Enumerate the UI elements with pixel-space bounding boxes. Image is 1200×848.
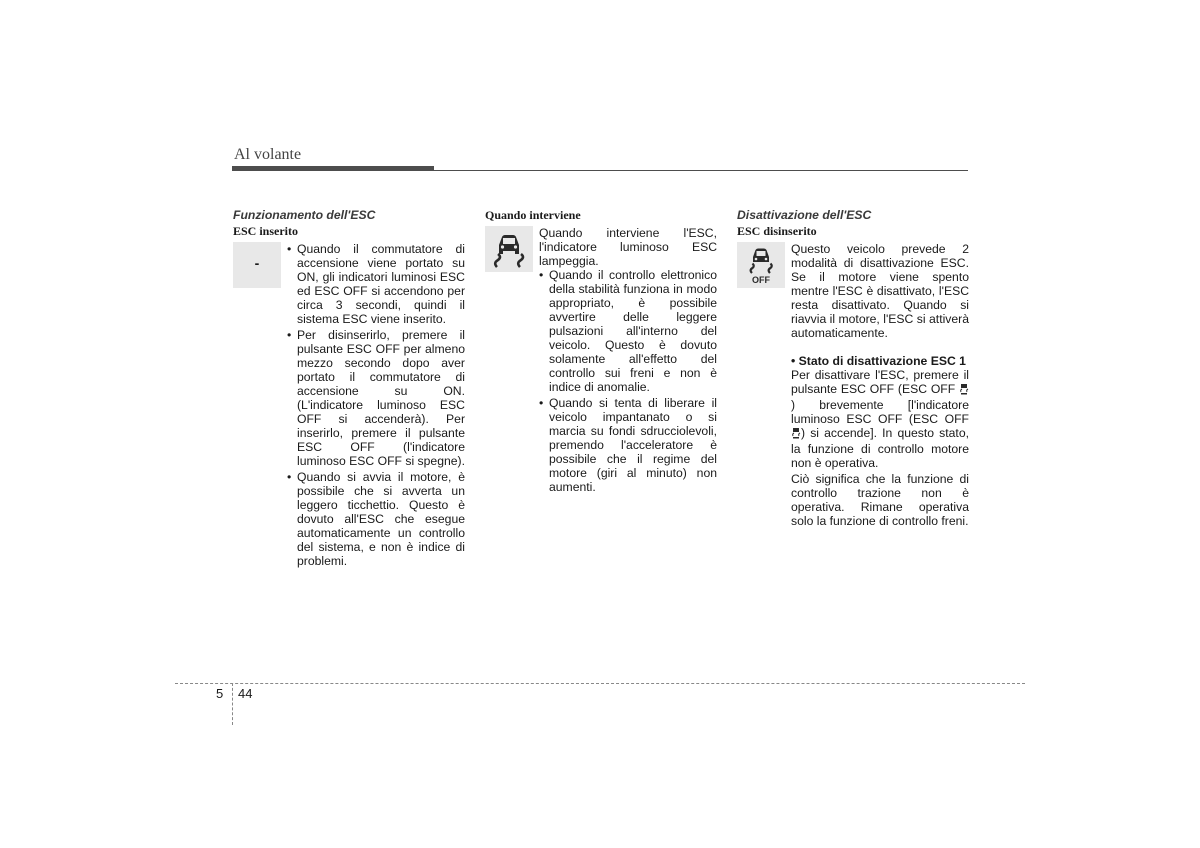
column-when-active (485, 206, 717, 496)
list-item: • Quando si avvia il motore, è possibile che si avverta un leggero ticchettio. Questo è dovuto all'ESC che esegue automaticamente un controllo del sistema, e non è indice di problemi. (287, 470, 465, 568)
bullet-list (287, 242, 465, 570)
esc-skid-car-icon-graphic (489, 229, 529, 269)
intro-paragraph: Quando interviene l'ESC, l'indicatore luminoso ESC lampeggia. (539, 226, 717, 268)
section-title: Disattivazione dell'ESC (737, 208, 872, 222)
list-item: • Per disinserirlo, premere il pulsante ESC OFF per almeno mezzo secondo dopo aver portato il commutatore di accensione su ON. (L'indicatore luminoso ESC OFF si accenderà). Per inserirlo, premere il pulsante ESC OFF (l'indicatore luminoso ESC OFF si spegne). (287, 328, 465, 468)
indicator-placeholder-box (233, 242, 281, 288)
subsection-title: Quando interviene (485, 208, 581, 222)
subsection-title: ESC inserito (233, 224, 299, 238)
state-paragraph-2: Ciò significa che la funzione di controllo trazione non è operativa. Rimane operativa solo la funzione di controllo freni. (791, 472, 969, 528)
column-esc-deactivation (737, 206, 969, 528)
footer-rule (175, 683, 1025, 684)
state-text-part3: ) si accende]. In questo stato, la funzione di controllo motore non è operativa. (791, 426, 969, 470)
esc-off-icon (737, 242, 785, 288)
column-esc-operation (233, 206, 465, 570)
list-item: • Quando si tenta di liberare il veicolo impantanato o si marcia su fondi sdrucciolevoli, premendo l'acceleratore è possibile che il regime del motore (giri al minuto) non aumenti. (539, 396, 717, 494)
state-title: • Stato di disattivazione ESC 1 (791, 354, 966, 368)
state-text-part1: Per disattivare l'ESC, premere il pulsante ESC OFF (ESC OFF (791, 368, 969, 396)
state-text-part2: ) brevemente [l'indicatore luminoso ESC OFF (ESC OFF (791, 398, 969, 426)
esc-active-block (485, 226, 717, 496)
esc-off-block (737, 242, 969, 528)
page-title: Al volante (234, 146, 302, 163)
header-rule-thick (232, 166, 434, 171)
bullet-list (539, 268, 717, 494)
esc-off-icon-label: OFF (752, 275, 770, 285)
footer-divider (232, 683, 233, 725)
esc-off-text (791, 242, 969, 528)
list-item: • Quando il controllo elettronico della stabilità funziona in modo appropriato, è possibile avvertire delle leggere pulsazioni all'interno del veicolo. Questo è dovuto solamente all'effetto del controllo sui freni e non è indice di anomalie. (539, 268, 717, 394)
header-rule-thin (434, 170, 968, 171)
indicator-placeholder-text: - (254, 255, 260, 271)
esc-off-icon-graphic (741, 245, 781, 285)
chapter-number: 5 (216, 686, 224, 701)
esc-off-inline-icon (791, 427, 801, 442)
esc-on-block (233, 242, 465, 570)
list-item: • Quando il commutatore di accensione viene portato su ON, gli indicatori luminosi ESC ed ESC OFF si accendono per circa 3 secondi, quindi il sistema ESC viene inserito. (287, 242, 465, 326)
section-title: Funzionamento dell'ESC (233, 208, 376, 222)
subsection-title: ESC disinserito (737, 224, 817, 238)
intro-paragraph: Questo veicolo prevede 2 modalità di disattivazione ESC. Se il motore viene spento mentre l'ESC è disattivato, l'ESC resta disattivato. Quando si riavvia il motore, l'ESC si attiverà automaticamente. (791, 242, 969, 340)
esc-off-inline-icon (959, 383, 969, 398)
state-paragraph (791, 368, 969, 470)
esc-active-text (539, 226, 717, 496)
page-number: 44 (238, 686, 253, 701)
esc-skid-car-icon (485, 226, 533, 272)
